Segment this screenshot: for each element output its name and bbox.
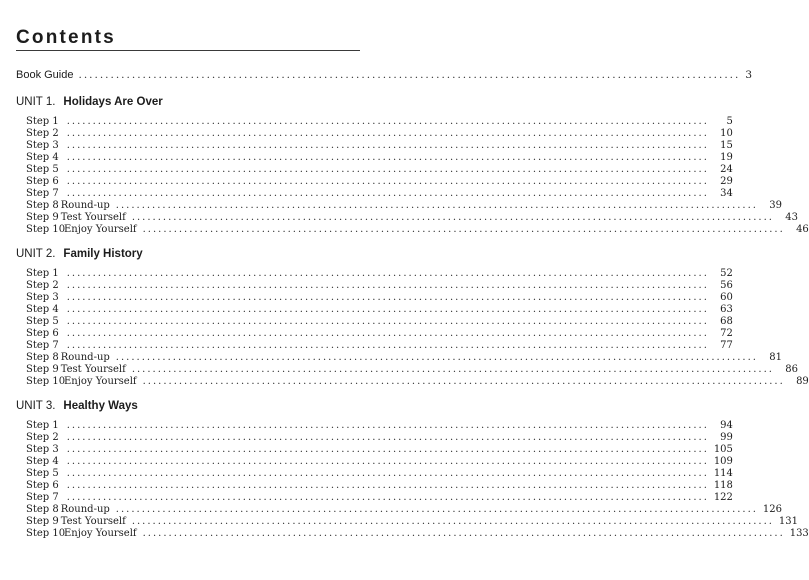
dot-leader: ............................................................................................................................	[66, 304, 709, 315]
dot-leader: ............................................................................................................................	[66, 140, 709, 151]
step-label: Step 5	[26, 468, 59, 479]
unit-2-section	[16, 246, 809, 388]
step-page: 89	[796, 376, 809, 387]
dot-leader: ............................................................................................................................	[66, 316, 709, 327]
step-entry[interactable]	[16, 304, 733, 316]
step-label: Step 2	[26, 280, 59, 291]
step-title: Enjoy Yourself	[64, 376, 137, 387]
step-page: 63	[720, 304, 733, 315]
dot-leader: ............................................................................................................................	[66, 340, 709, 351]
step-label: Step 7	[26, 492, 59, 503]
step-entry[interactable]	[16, 432, 733, 444]
step-entry[interactable]	[16, 480, 733, 492]
step-page: 109	[713, 456, 733, 467]
step-title: Round-up	[60, 352, 110, 363]
step-entry[interactable]	[16, 492, 733, 504]
unit-label: UNIT 2.	[16, 248, 56, 260]
unit-label: UNIT 1.	[16, 96, 56, 108]
step-entry[interactable]	[16, 200, 782, 212]
book-guide-entry[interactable]	[16, 68, 753, 82]
step-entry[interactable]	[16, 504, 782, 516]
step-page: 68	[720, 316, 733, 327]
step-label: Step 4	[26, 304, 59, 315]
step-title: Enjoy Yourself	[64, 224, 137, 235]
step-page: 81	[769, 352, 782, 363]
step-page: 39	[769, 200, 782, 211]
step-title: Test Yourself	[60, 212, 126, 223]
step-page: 99	[720, 432, 733, 443]
step-label: Step 9	[26, 364, 59, 375]
dot-leader: ............................................................................................................................	[115, 504, 758, 515]
step-label: Step 10	[26, 528, 66, 539]
dot-leader: ............................................................................................................................	[66, 444, 709, 455]
dot-leader: ............................................................................................................................	[66, 432, 709, 443]
step-page: 94	[720, 420, 733, 431]
step-label: Step 1	[26, 268, 59, 279]
step-page: 133	[789, 528, 809, 539]
step-entry[interactable]	[16, 444, 733, 456]
step-entry[interactable]	[16, 316, 733, 328]
step-page: 46	[796, 224, 809, 235]
step-page: 43	[785, 212, 798, 223]
dot-leader: ............................................................................................................................	[66, 152, 709, 163]
unit-1-section	[16, 94, 809, 236]
step-label: Step 10	[26, 224, 66, 235]
step-page: 72	[720, 328, 733, 339]
step-page: 5	[726, 116, 733, 127]
step-label: Step 4	[26, 456, 59, 467]
dot-leader: ............................................................................................................................	[66, 176, 709, 187]
step-label: Step 3	[26, 140, 59, 151]
step-entry[interactable]	[16, 164, 733, 176]
step-page: 122	[713, 492, 733, 503]
step-label: Step 2	[26, 128, 59, 139]
step-label: Step 2	[26, 432, 59, 443]
dot-leader: ............................................................................................................................	[66, 468, 709, 479]
dot-leader: ............................................................................................................................	[66, 420, 709, 431]
step-page: 77	[720, 340, 733, 351]
step-label: Step 4	[26, 152, 59, 163]
step-page: 131	[778, 516, 798, 527]
book-guide-label: Book Guide	[16, 69, 74, 81]
step-entry[interactable]	[16, 420, 733, 432]
step-entry[interactable]	[16, 212, 798, 224]
dot-leader: ............................................................................................................................	[66, 128, 709, 139]
unit-heading[interactable]	[16, 398, 360, 414]
step-page: 60	[720, 292, 733, 303]
step-label: Step 5	[26, 316, 59, 327]
step-entry[interactable]	[16, 468, 733, 480]
step-label: Step 3	[26, 444, 59, 455]
step-entry[interactable]	[16, 188, 733, 200]
dot-leader: ............................................................................................................................	[66, 492, 709, 503]
step-page: 114	[713, 468, 733, 479]
step-page: 86	[785, 364, 798, 375]
dot-leader: ............................................................................................................................	[131, 212, 774, 223]
step-entry[interactable]	[16, 268, 733, 280]
dot-leader: ............................................................................................................................	[115, 352, 758, 363]
step-label: Step 9	[26, 516, 59, 527]
step-entry[interactable]	[16, 376, 809, 388]
step-page: 126	[762, 504, 782, 515]
dot-leader: ............................................................................................................................	[66, 292, 709, 303]
unit-label: UNIT 3.	[16, 400, 56, 412]
step-entry[interactable]	[16, 176, 733, 188]
step-list	[16, 420, 809, 540]
step-entry[interactable]	[16, 140, 733, 152]
step-list	[16, 116, 809, 236]
dot-leader: ............................................................................................................................	[131, 364, 774, 375]
step-title: Round-up	[60, 504, 110, 515]
step-entry[interactable]	[16, 352, 782, 364]
dot-leader: ............................................................................................................................	[66, 456, 709, 467]
step-label: Step 1	[26, 116, 59, 127]
step-label: Step 1	[26, 420, 59, 431]
step-entry[interactable]	[16, 328, 733, 340]
step-title: Round-up	[60, 200, 110, 211]
unit-title: Holidays Are Over	[63, 96, 163, 108]
step-page: 29	[720, 176, 733, 187]
unit-title: Healthy Ways	[63, 400, 138, 412]
dot-leader: ............................................................................................................................	[66, 280, 709, 291]
step-label: Step 6	[26, 176, 59, 187]
step-entry[interactable]	[16, 528, 809, 540]
dot-leader: ............................................................................................................................	[115, 200, 758, 211]
step-page: 34	[720, 188, 733, 199]
dot-leader: ............................................................................................................................	[66, 480, 709, 491]
unit-heading[interactable]	[16, 94, 360, 110]
step-label: Step 8	[26, 352, 59, 363]
step-list	[16, 268, 809, 388]
step-entry[interactable]	[16, 152, 733, 164]
step-entry[interactable]	[16, 128, 733, 140]
title-rule	[16, 50, 360, 51]
unit-heading[interactable]	[16, 246, 360, 262]
step-entry[interactable]	[16, 364, 798, 376]
step-label: Step 7	[26, 340, 59, 351]
dot-leader: ............................................................................................................................	[66, 164, 709, 175]
step-page: 105	[713, 444, 733, 455]
step-label: Step 9	[26, 212, 59, 223]
step-label: Step 10	[26, 376, 66, 387]
dot-leader: ............................................................................................................................	[66, 328, 709, 339]
step-label: Step 5	[26, 164, 59, 175]
dot-leader: ............................................................................................................................	[66, 268, 709, 279]
step-page: 118	[713, 480, 733, 491]
step-page: 19	[720, 152, 733, 163]
step-entry[interactable]	[16, 292, 733, 304]
step-label: Step 7	[26, 188, 59, 199]
step-label: Step 8	[26, 200, 59, 211]
dot-leader: ............................................................................................................................	[66, 188, 709, 199]
dot-leader: ............................................................................................................................	[142, 528, 785, 539]
step-page: 56	[720, 280, 733, 291]
step-page: 52	[720, 268, 733, 279]
dot-leader: ............................................................................................................................	[142, 224, 785, 235]
unit-title: Family History	[63, 248, 143, 260]
step-label: Step 6	[26, 328, 59, 339]
step-title: Test Yourself	[60, 516, 126, 527]
book-guide-page: 3	[745, 69, 753, 81]
step-entry[interactable]	[16, 116, 733, 128]
step-page: 10	[720, 128, 733, 139]
dot-leader: ............................................................................................................................	[131, 516, 774, 527]
step-entry[interactable]	[16, 280, 733, 292]
step-entry[interactable]	[16, 456, 733, 468]
step-entry[interactable]	[16, 224, 809, 236]
step-title: Enjoy Yourself	[64, 528, 137, 539]
step-page: 24	[720, 164, 733, 175]
page-title: Contents	[16, 27, 116, 48]
step-entry[interactable]	[16, 516, 798, 528]
unit-3-section	[16, 398, 809, 540]
step-label: Step 8	[26, 504, 59, 515]
step-label: Step 3	[26, 292, 59, 303]
step-label: Step 6	[26, 480, 59, 491]
dot-leader: ............................................................................................................................	[66, 116, 709, 127]
step-page: 15	[720, 140, 733, 151]
step-entry[interactable]	[16, 340, 733, 352]
dot-leader: ............................................................................................................................	[142, 376, 785, 387]
step-title: Test Yourself	[60, 364, 126, 375]
dot-leader: ............................................................................................................................	[78, 69, 741, 81]
